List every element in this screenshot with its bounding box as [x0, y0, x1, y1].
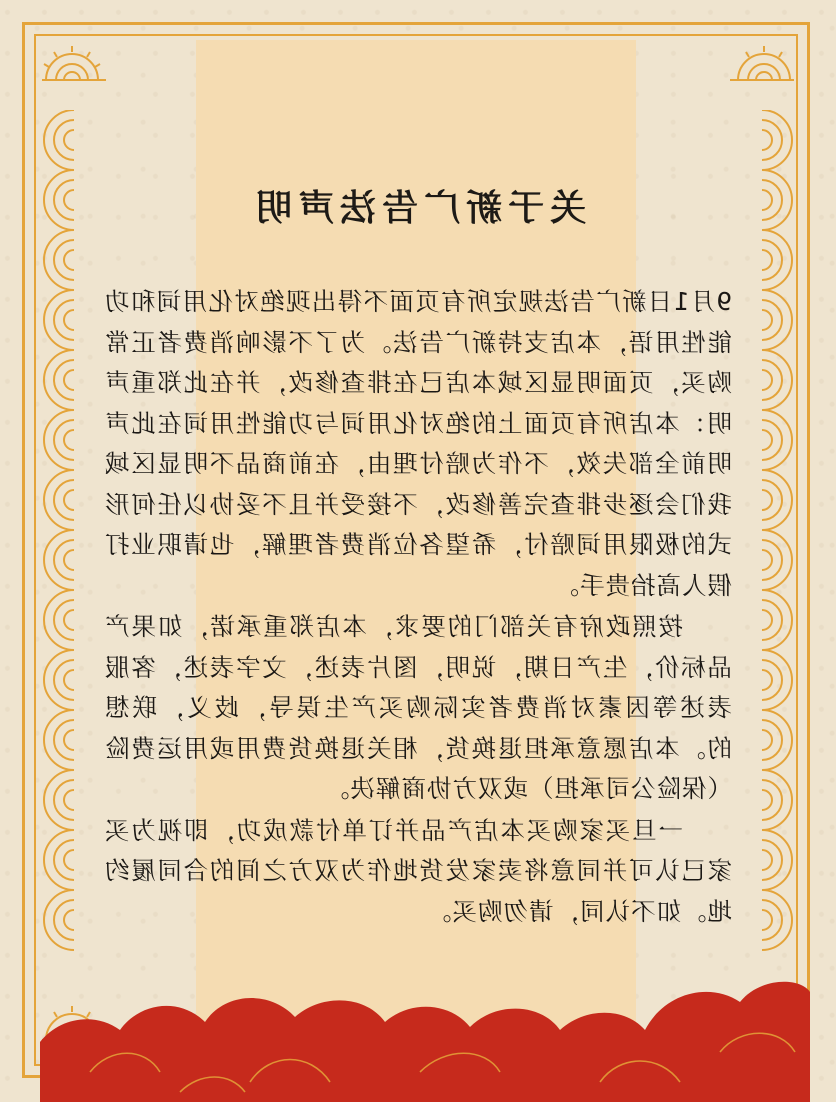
corner-sun-ornament-top-right [720, 36, 800, 116]
document-title: 关于新广告法声明 [250, 188, 587, 229]
red-cloud-decoration [0, 922, 836, 1102]
corner-sun-ornament-top-left [36, 36, 116, 116]
paragraph-3: 一旦买家购买本店产品并订单付款成功，即视为买家已认可并同意将卖家发货地作为双方之间的合同履约地。如不认同，请勿购买。 [104, 815, 732, 926]
paragraph-2: 按照政府有关部门的要求，本店郑重承诺，如果产品标价，生产日期，说明，图片表述，文字表述，客服表述等因素对消费者实际购买产生误导，歧义，联想的。本店愿意承担退换货，相关退换货费用或用运费险（保险公司承担）或双方协商解决。 [104, 612, 732, 803]
right-arc-ornament [756, 110, 796, 970]
paragraph-1: 9月1日新广告法规定所有页面不得出现绝对化用词和功能性用语，本店支持新广告法。为了不影响消费者正常购买，页面明显区域本店已在排查修改，并在此郑重声明：本店所有页面上的绝对化用词与功能性用词在此声明前全部失效，不作为赔付理由，在前商品不明显区域我们会逐步排查完善修改，不接受并且不妥协以任何形式的极限用词赔付，希望各位消费者理解，也请职业打假人高抬贵手。 [104, 287, 732, 600]
document-body [104, 282, 732, 933]
left-arc-ornament [40, 110, 80, 970]
